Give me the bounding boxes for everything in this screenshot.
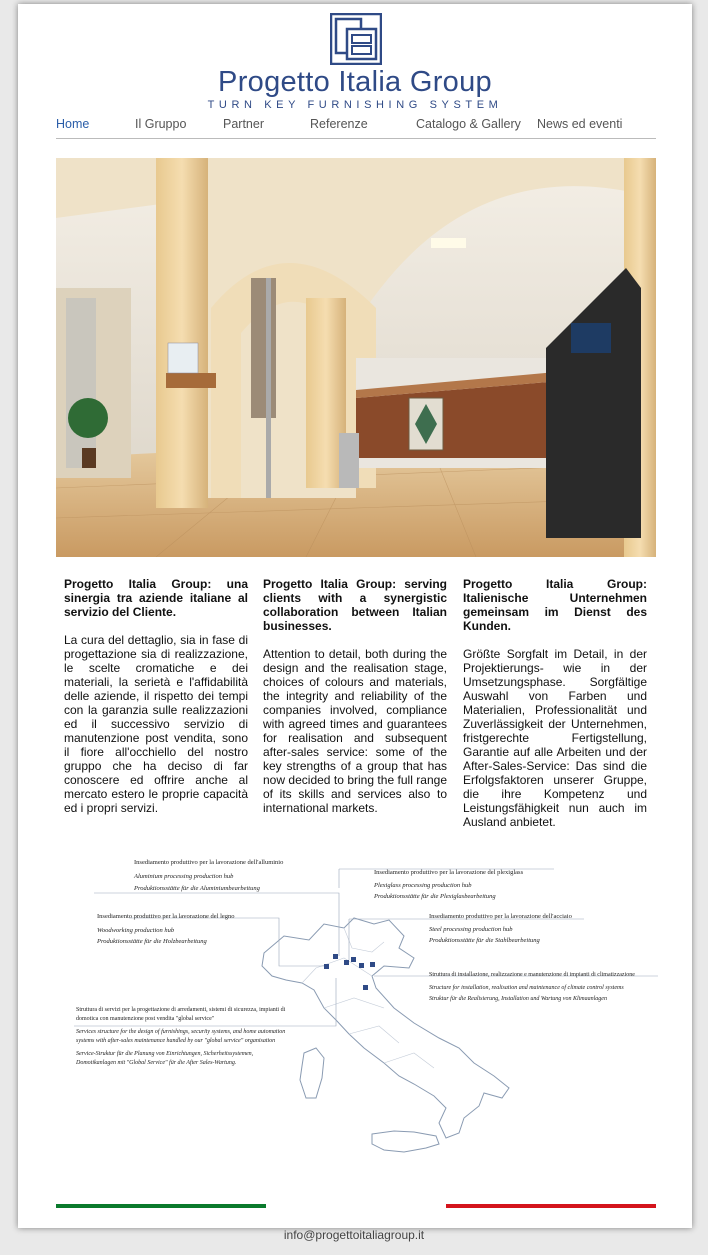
nav-partner[interactable]: Partner	[223, 117, 264, 131]
bank-interior-photo	[56, 158, 656, 557]
map-label-services-en-1: Services structure for the design of furnishings, security systems, and home automation	[76, 1029, 286, 1035]
map-label-wood-it: Insediamento produttivo per la lavorazione del legno	[97, 913, 235, 920]
main-nav	[56, 117, 656, 139]
flag-bar-red	[446, 1204, 656, 1208]
map-label-aluminium-it: Insediamento produttivo per la lavorazione dell'alluminio	[134, 859, 284, 866]
nav-divider	[56, 138, 656, 139]
intro-body-german: Größte Sorgfalt im Detail, in der Projektierungs- wie in der Umsetzungsphase. Sorgfältige Auswahl von Farben und Materialien, Professionalität und Zuverlässigkeit der Unternehmen, fristgerechte Fertigstellung, Garantie auf alle Arbeiten und der After-Sales-Service: Das sind die Erfolgsfaktoren unserer Gruppe, die ihre Kompetenz und Leistungsfähigkeit nun auch im Ausland anbietet.	[463, 647, 647, 829]
email-link[interactable]: info@progettoitaliagroup.it	[283, 1228, 425, 1242]
intro-body-english: Attention to detail, both during the design and the realisation stage, choices of colours and materials, the integrity and reliability of the companies involved, compliance with agreed times and guarantees for realisation and subsequent after-sales service: some of the key strengths of a group that has now decided to bring the full range of its skills and services also to international markets.	[263, 647, 447, 815]
map-label-climate-de: Struktur für die Realisierung, Installation und Wartung von Klimaanlagen	[429, 996, 607, 1002]
intro-heading-italian: Progetto Italia Group: una sinergia tra aziende italiane al servizio del Cliente.	[64, 577, 248, 619]
map-label-plexiglass-it: Insediamento produttivo per la lavorazione del plexiglass	[374, 869, 524, 876]
map-label-services-de-2: Domotikanlagen mit "Global Service" für die After Sales-Wartung.	[76, 1060, 237, 1066]
intro-column-english	[263, 577, 447, 815]
brand-tagline: TURN KEY FURNISHING SYSTEM	[207, 99, 503, 111]
map-label-services-it-1: Struttura di servizi per la progettazione di arredamenti, sistemi di sicurezza, impianti di	[76, 1007, 286, 1013]
page-card	[18, 4, 692, 1228]
map-label-steel-en: Steel processing production hub	[429, 926, 513, 933]
map-label-services-en-2: systems with after-sales maintenance handled by our "global service" organisation	[76, 1038, 276, 1044]
map-label-aluminium-de: Produktionsstätte für die Aluminiumbearbeitung	[134, 885, 260, 892]
intro-column-italian	[64, 577, 248, 815]
map-label-plexiglass-de: Produktionsstätte für die Plexiglasbearbeitung	[374, 893, 496, 900]
nav-catalogo-gallery[interactable]: Catalogo & Gallery	[416, 117, 521, 131]
map-label-aluminium-en: Aluminium processing production hub	[134, 873, 234, 880]
intro-heading-german: Progetto Italia Group: Italienische Unternehmen gemeinsam im Dienst des Kunden.	[463, 577, 647, 633]
nav-home[interactable]: Home	[56, 117, 90, 131]
nav-news-eventi[interactable]: News ed eventi	[537, 117, 623, 131]
footer-email	[0, 1228, 708, 1242]
map-label-steel-de: Produktionsstätte für die Stahlbearbeitung	[429, 937, 540, 944]
nav-il-gruppo[interactable]: Il Gruppo	[135, 117, 187, 131]
stacked-squares-logo-icon[interactable]	[330, 13, 382, 65]
flag-bar-green	[56, 1204, 266, 1208]
map-label-services-it-2: domotica con manutenzione post vendita "global service"	[76, 1016, 215, 1022]
map-label-steel-it: Insediamento produttivo per la lavorazione dell'acciaio	[429, 913, 572, 920]
map-label-wood-de: Produktionsstätte für die Holzbearbeitung	[97, 938, 207, 945]
intro-column-german	[463, 577, 647, 829]
brand-name: Progetto Italia Group	[218, 66, 492, 98]
map-label-climate-en: Structure for installation, realisation and maintenance of climate control systems	[429, 985, 624, 991]
map-label-climate-it: Struttura di installazione, realizzazione e manutenzione di impianti di climatizzazione	[429, 972, 635, 978]
map-label-services-de-1: Service-Struktur für die Planung von Einrichtungen, Sicherheitssystemen,	[76, 1051, 254, 1057]
intro-body-italian: La cura del dettaglio, sia in fase di progettazione sia di realizzazione, le scelte cromatiche e dei materiali, la serietà e l'affidabilità delle aziende, il rispetto dei tempi con la garanzia sulle realizzazioni ed il successivo servizio di manutenzione post vendita, sono il fiore all'occhiello del nostro gruppo che ha deciso di far conoscere ed offrire anche al mercato estero le proprie capacità ed i propri servizi.	[64, 633, 248, 815]
map-label-plexiglass-en: Plexiglass processing production hub	[374, 882, 472, 889]
nav-referenze[interactable]: Referenze	[310, 117, 368, 131]
intro-heading-english: Progetto Italia Group: serving clients with a synergistic collaboration between Italian businesses.	[263, 577, 447, 633]
map-label-wood-en: Woodworking production hub	[97, 927, 175, 934]
italy-outline-map	[54, 848, 658, 1188]
